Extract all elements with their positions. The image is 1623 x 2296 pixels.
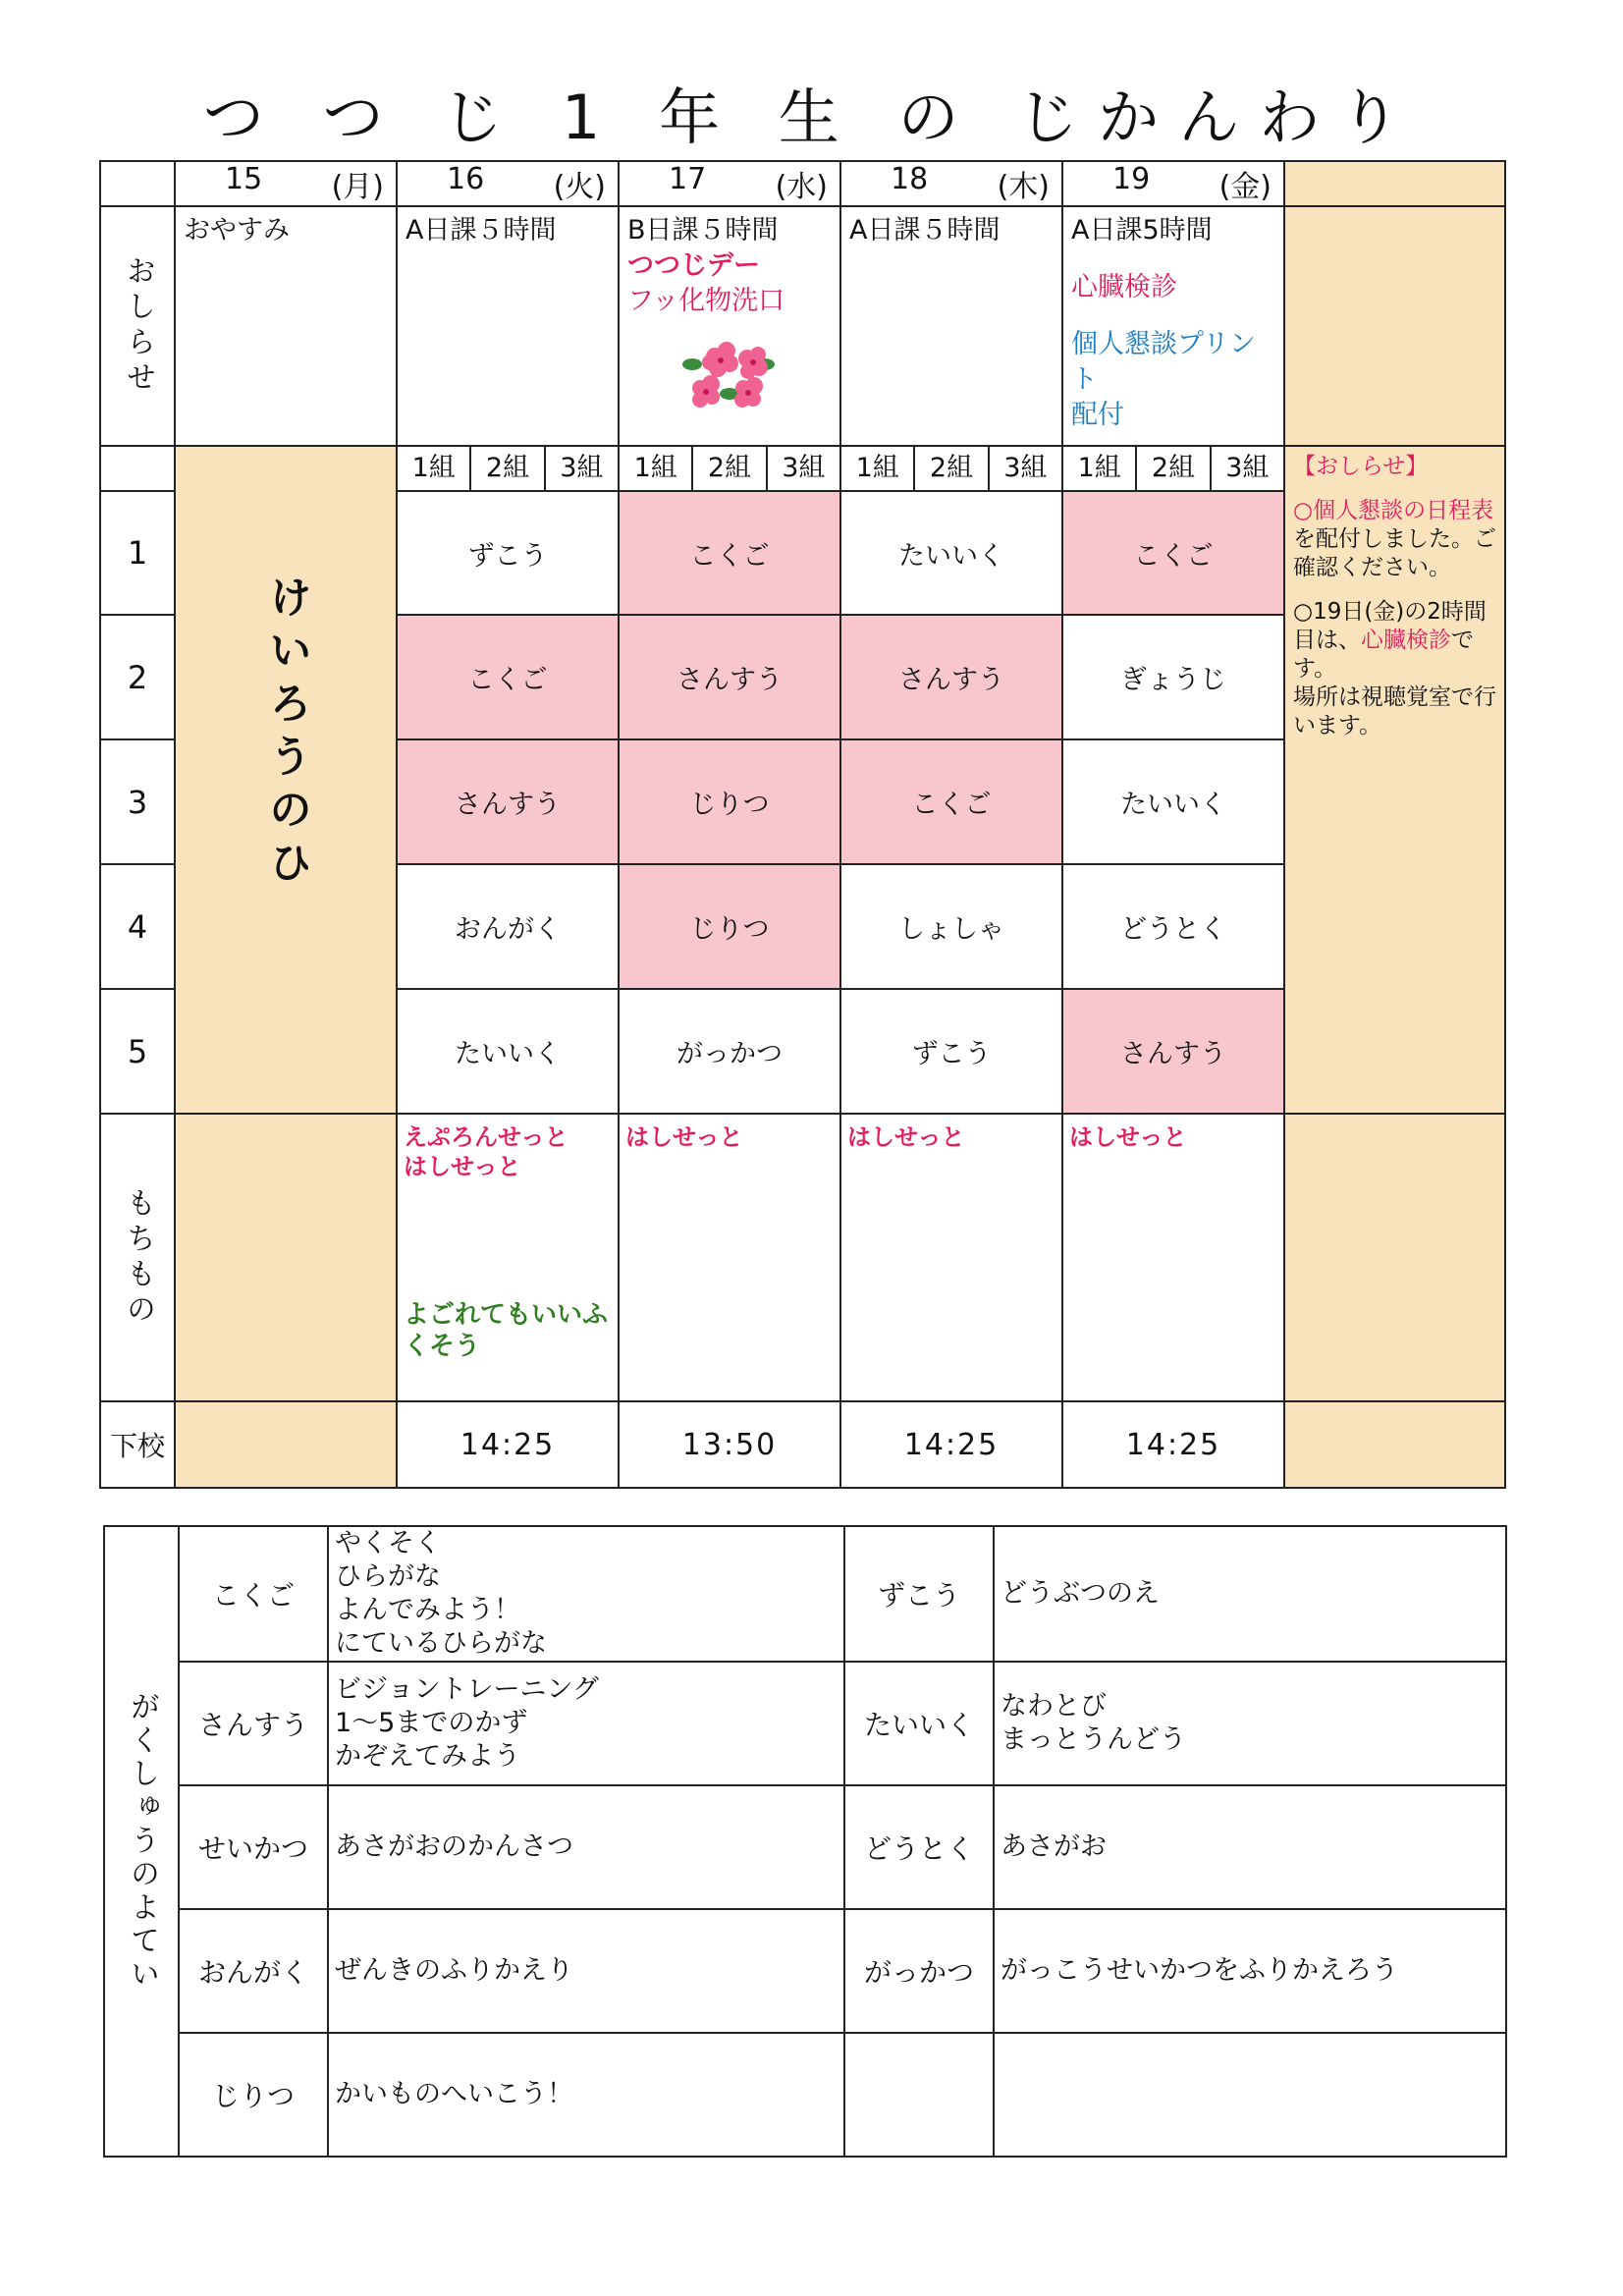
plan-subject: がっかつ [844,1909,994,2033]
plan-subject: たいいく [844,1662,994,1785]
plan-row [104,1526,1506,1662]
subject-cell: たいいく [1062,739,1284,864]
dismissal-row [100,1401,1505,1488]
plan-row [104,1909,1506,2033]
holiday-label: けいろうのひ [261,574,311,893]
subject-cell: さんすう [1062,989,1284,1114]
group-row [100,446,1505,491]
plan-row [104,1785,1506,1909]
sidebar-top [1284,206,1505,446]
belongings-thu: はしせっと [840,1114,1062,1401]
plan-content: がっこうせいかつをふりかえろう [994,1909,1506,2033]
timetable [99,160,1506,1489]
subject-cell: さんすう [619,615,840,739]
dismissal-time: 14:25 [840,1401,1062,1488]
plan-subject: さんすう [179,1662,328,1785]
subject-cell: こくご [397,615,619,739]
page-title: つ つ じ 1 年 生 の じかんわり [202,82,1421,153]
corner-cell [100,161,175,206]
notice-tue: A日課５時間 [397,206,619,446]
sidebar-header [1284,161,1505,206]
plan-label: がくしゅうのよてい [125,1691,159,1992]
period-number: 3 [100,739,175,864]
notice-wed: B日課５時間 つつじデー フッ化物洗口 [619,206,840,446]
sidebar-dismissal [1284,1401,1505,1488]
group-header: 1組 2組 3組 [1062,446,1284,491]
group-label-cell [100,446,175,491]
notice-row [100,206,1505,446]
subject-cell: じりつ [619,864,840,989]
plan-content: ぜんきのふりかえり [328,1909,844,2033]
plan-subject-empty [844,2033,994,2157]
plan-row [104,2033,1506,2157]
notice-label: おしらせ [121,255,155,397]
sidebar-notice: 【おしらせ】 ○個人懇談の日程表を配付しました。ご確認ください。 ○19日(金)の2時間目は、心臓検診です。 場所は視聴覚室で行います。 [1284,446,1505,1114]
subject-cell: じりつ [619,739,840,864]
subject-cell: こくご [1062,491,1284,615]
plan-subject: おんがく [179,1909,328,2033]
plan-content-empty [994,2033,1506,2157]
day-header: 17 (水) [619,161,840,206]
subject-cell: こくご [619,491,840,615]
period-number: 1 [100,491,175,615]
holiday-cell [175,446,397,1114]
dismissal-time: 14:25 [1062,1401,1284,1488]
subject-cell: さんすう [840,615,1062,739]
dismissal-time: 13:50 [619,1401,840,1488]
group-header: 1組 2組 3組 [619,446,840,491]
belongings-row [100,1114,1505,1401]
plan-content: どうぶつのえ [994,1526,1506,1662]
plan-subject: せいかつ [179,1785,328,1909]
day-header: 18 (木) [840,161,1062,206]
period-number: 2 [100,615,175,739]
notice-thu: A日課５時間 [840,206,1062,446]
plan-subject: ずこう [844,1526,994,1662]
plan-row [104,1662,1506,1785]
belongings-label: もちもの [121,1186,155,1329]
plan-content: あさがおのかんさつ [328,1785,844,1909]
belongings-tue: えぷろんせっと はしせっと よごれてもいいふくそう [397,1114,619,1401]
dismissal-mon [175,1401,397,1488]
period-number: 5 [100,989,175,1114]
subject-cell: こくご [840,739,1062,864]
plan-subject: じりつ [179,2033,328,2157]
subject-cell: しょしゃ [840,864,1062,989]
plan-content: あさがお [994,1785,1506,1909]
period-number: 4 [100,864,175,989]
plan-label-cell [104,1526,179,2157]
subject-cell: ずこう [840,989,1062,1114]
dismissal-label: 下校 [100,1401,175,1488]
plan-subject: こくご [179,1526,328,1662]
subject-cell: さんすう [397,739,619,864]
dismissal-time: 14:25 [397,1401,619,1488]
subject-cell: おんがく [397,864,619,989]
subject-cell: ずこう [397,491,619,615]
plan-subject: どうとく [844,1785,994,1909]
sidebar-belongings [1284,1114,1505,1401]
notice-fri: A日課5時間 心臓検診 個人懇談プリント 配付 [1062,206,1284,446]
plan-content: ビジョントレーニング 1～5までのかず かぞえてみよう [328,1662,844,1785]
subject-cell: がっかつ [619,989,840,1114]
plan-content: かいものへいこう！ [328,2033,844,2157]
group-header: 1組 2組 3組 [397,446,619,491]
learning-plan-table [103,1525,1507,2158]
day-header-row [100,161,1505,206]
day-header: 16 (火) [397,161,619,206]
subject-cell: ぎょうじ [1062,615,1284,739]
plan-content: なわとび まっとうんどう [994,1662,1506,1785]
belongings-wed: はしせっと [619,1114,840,1401]
subject-cell: どうとく [1062,864,1284,989]
group-header: 1組 2組 3組 [840,446,1062,491]
day-header: 19 (金) [1062,161,1284,206]
day-header: 15 (月) [175,161,397,206]
notice-mon: おやすみ [175,206,397,446]
notice-label-cell [100,206,175,446]
belongings-mon [175,1114,397,1401]
plan-content: やくそく ひらがな よんでみよう！ にているひらがな [328,1526,844,1662]
subject-cell: たいいく [397,989,619,1114]
belongings-label-cell [100,1114,175,1401]
subject-cell: たいいく [840,491,1062,615]
azalea-flower-icon [671,335,788,413]
belongings-fri: はしせっと [1062,1114,1284,1401]
